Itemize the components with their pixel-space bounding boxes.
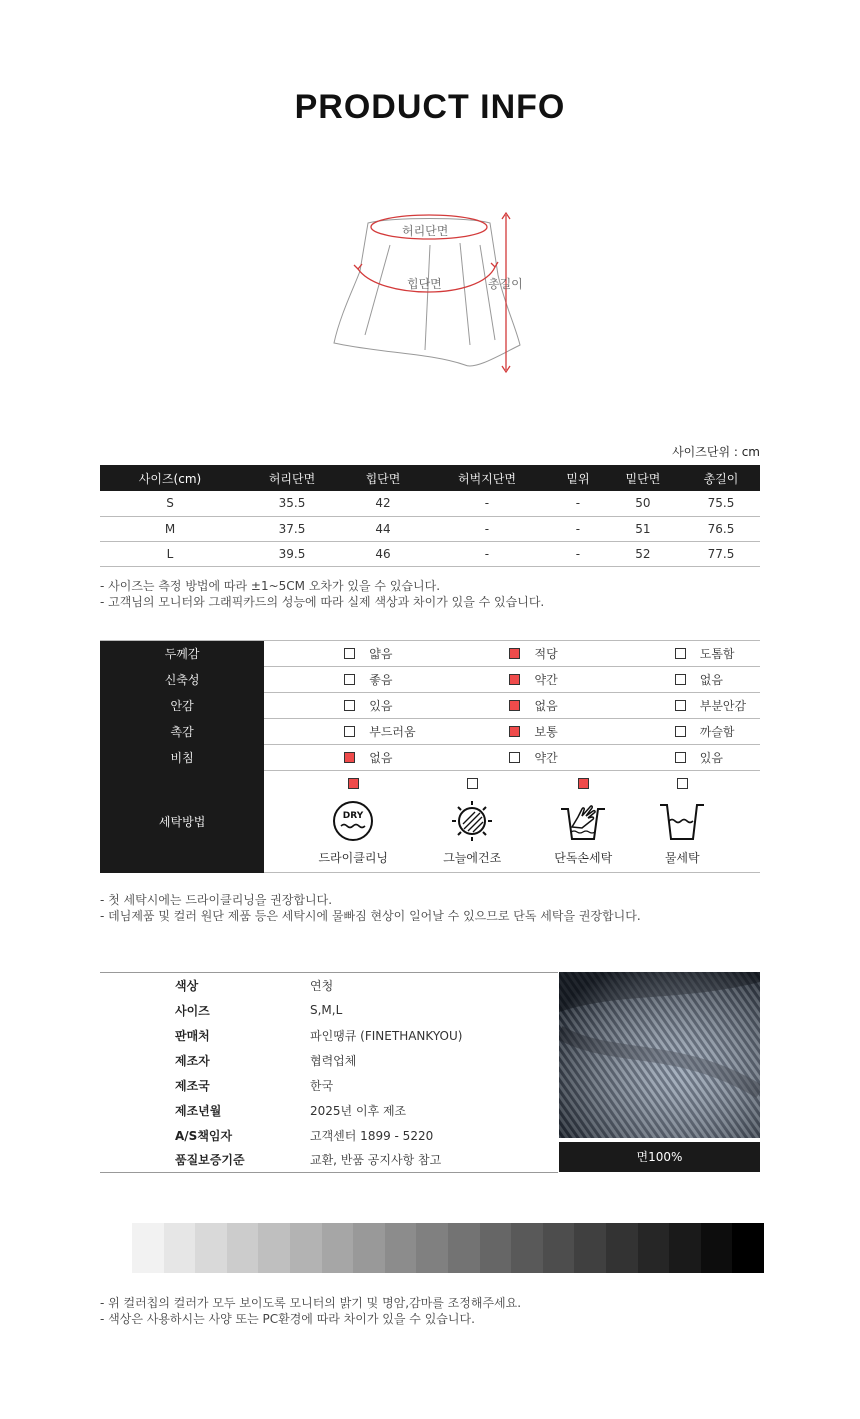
feel-checkbox [509,700,520,711]
fabric-photo [559,972,760,1138]
denim-texture [559,972,760,1138]
color-swatch [164,1223,196,1273]
wash-checkbox [467,778,478,789]
size-table-header [100,465,760,491]
water-wash-icon [657,799,707,843]
spec-key: 제조국 [175,1078,210,1093]
feel-checkbox [675,726,686,737]
table-cell: 44 [344,516,422,541]
spec-row [100,1048,558,1073]
spec-key: 품질보증기준 [175,1153,245,1168]
wash-item-label: 단독손세탁 [554,851,613,865]
spec-key: A/S책임자 [175,1128,233,1143]
feel-option [595,719,760,745]
note-line: - 위 컬러칩의 컬러가 모두 보이도록 모니터의 밝기 및 명암,감마를 조정해주세요. [100,1296,522,1310]
feel-option-label: 없음 [699,673,723,687]
feel-checkbox [344,700,355,711]
table-row [100,491,760,516]
feel-checkbox [344,648,355,659]
table-cell: 75.5 [682,491,760,516]
feel-option [264,745,429,771]
feel-option [429,719,594,745]
table-cell: 46 [344,541,422,566]
color-swatch [416,1223,448,1273]
feel-checkbox [509,648,520,659]
length-label: 총길이 [488,277,523,291]
spec-value: 2025년 이후 제조 [310,1103,407,1118]
color-swatch [448,1223,480,1273]
feel-option-label: 도톰함 [699,647,735,661]
col-header: 총길이 [682,465,760,491]
feel-row [100,745,760,771]
table-cell: 76.5 [682,516,760,541]
table-cell: 50 [604,491,682,516]
feel-option [429,745,594,771]
table-cell: - [422,516,552,541]
spec-key: 제조년월 [175,1103,222,1118]
feel-option [595,667,760,693]
spec-value: 한국 [310,1078,334,1093]
dry-clean-icon-text: DRY [343,811,364,821]
spec-key: 판매처 [175,1028,210,1043]
table-cell: 39.5 [240,541,344,566]
feel-row [100,693,760,719]
col-header: 힙단면 [344,465,422,491]
feel-row [100,641,760,667]
size-table [100,465,760,567]
wash-item-shade-dry [417,777,527,866]
feel-option-label: 적당 [534,647,558,661]
feel-option [264,667,429,693]
spec-row [100,973,558,998]
dry-clean-icon [331,799,375,843]
col-header: 허벅지단면 [422,465,552,491]
spec-key: 제조자 [175,1053,210,1068]
color-swatch [480,1223,512,1273]
spec-value: 고객센터 1899 - 5220 [310,1128,434,1143]
feel-option [264,641,429,667]
color-swatch [543,1223,575,1273]
color-swatch [574,1223,606,1273]
feel-row [100,719,760,745]
waist-label: 허리단면 [402,224,449,238]
color-swatch [511,1223,543,1273]
spec-row [100,1148,558,1173]
table-cell: M [100,516,240,541]
spec-value: 연청 [310,978,334,993]
feel-label: 비침 [100,745,264,771]
color-swatch [290,1223,322,1273]
wash-item-water-wash [627,777,737,866]
feel-option-label: 얇음 [369,647,393,661]
color-swatch [353,1223,385,1273]
wash-checkbox [677,778,688,789]
feel-option [264,719,429,745]
feel-option-label: 부드러움 [369,725,416,739]
wash-label: 세탁방법 [100,771,264,873]
table-cell: - [422,491,552,516]
feel-checkbox [509,752,520,763]
col-header: 밑위 [552,465,604,491]
table-cell: 51 [604,516,682,541]
color-swatch [701,1223,733,1273]
color-swatch [227,1223,259,1273]
spec-value: 교환, 반품 공지사항 참고 [310,1153,442,1168]
feel-checkbox [675,648,686,659]
feel-option [595,693,760,719]
note-line: - 데님제품 및 컬러 원단 제품 등은 세탁시에 물빠짐 현상이 일어날 수 있으므로 단독 세탁을 권장합니다. [100,909,641,923]
feel-option [429,693,594,719]
feel-option-label: 까슬함 [699,725,735,739]
spec-row [100,1123,558,1148]
table-row [100,541,760,566]
table-cell: S [100,491,240,516]
feel-checkbox [675,700,686,711]
feel-option-label: 없음 [369,751,393,765]
feel-option-label: 없음 [534,699,558,713]
feel-option-label: 약간 [534,673,558,687]
page-title: PRODUCT INFO [294,88,566,126]
color-swatch [195,1223,227,1273]
wash-checkbox [578,778,589,789]
size-unit: 사이즈단위 : cm [672,445,760,459]
table-cell: 52 [604,541,682,566]
feel-option-label: 약간 [534,751,558,765]
wash-item-label: 그늘에건조 [443,851,502,865]
table-cell: 77.5 [682,541,760,566]
color-swatch [258,1223,290,1273]
wash-item-hand-wash [528,777,638,866]
spec-key: 색상 [175,978,199,993]
spec-key: 사이즈 [175,1003,210,1018]
feel-option [429,667,594,693]
color-swatch [322,1223,354,1273]
feel-option-label: 보통 [534,725,558,739]
spec-row [100,1098,558,1123]
feel-row [100,667,760,693]
feel-checkbox [675,752,686,763]
wash-notes [100,892,641,924]
spec-table [100,972,558,1173]
table-cell: 35.5 [240,491,344,516]
wash-item-dry-clean [298,777,408,866]
table-cell: - [422,541,552,566]
spec-row [100,1073,558,1098]
note-line: - 첫 세탁시에는 드라이클리닝을 권장합니다. [100,893,333,907]
shade-dry-icon [447,799,497,843]
feel-checkbox [509,726,520,737]
color-swatch-strip [132,1223,764,1273]
feel-option-label: 부분안감 [699,699,747,713]
feel-checkbox [344,726,355,737]
feel-label: 안감 [100,693,264,719]
spec-value: S,M,L [310,1003,343,1017]
spec-value: 파인땡큐 (FINETHANKYOU) [310,1028,463,1043]
feel-option [595,745,760,771]
feel-label: 두께감 [100,641,264,667]
table-row [100,516,760,541]
wash-item-label: 물세탁 [664,851,700,865]
spec-row [100,1023,558,1048]
table-cell: 37.5 [240,516,344,541]
hip-label: 힙단면 [407,277,442,291]
note-line: - 색상은 사용하시는 사양 또는 PC환경에 따라 차이가 있을 수 있습니다. [100,1312,475,1326]
table-cell: L [100,541,240,566]
color-swatch [132,1223,164,1273]
spec-value: 협력업체 [310,1053,357,1068]
skirt-measurement-diagram [320,205,540,380]
col-header: 사이즈(cm) [100,465,240,491]
feel-label: 촉감 [100,719,264,745]
table-cell: 42 [344,491,422,516]
col-header: 허리단면 [240,465,344,491]
feel-checkbox [675,674,686,685]
col-header: 밑단면 [604,465,682,491]
size-notes [100,578,544,610]
wash-methods [264,771,760,873]
spec-row [100,998,558,1023]
feel-checkbox [344,752,355,763]
fabric-feel-table [100,640,760,873]
feel-checkbox [344,674,355,685]
note-line: - 고객님의 모니터와 그래픽카드의 성능에 따라 실제 색상과 차이가 있을 수 있습니다. [100,595,545,609]
feel-option-label: 좋음 [369,673,393,687]
wash-item-label: 드라이클리닝 [318,851,389,865]
color-swatch [669,1223,701,1273]
hand-wash-icon [558,799,608,843]
feel-label: 신축성 [100,667,264,693]
table-cell: - [552,491,604,516]
color-swatch [732,1223,764,1273]
feel-option-label: 있음 [699,751,723,765]
fabric-composition: 면100% [559,1142,760,1172]
feel-option-label: 있음 [369,699,393,713]
feel-option [264,693,429,719]
table-cell: - [552,541,604,566]
table-cell: - [552,516,604,541]
feel-option [429,641,594,667]
wash-row [100,771,760,873]
color-swatch [638,1223,670,1273]
note-line: - 사이즈는 측정 방법에 따라 ±1~5CM 오차가 있을 수 있습니다. [100,579,441,593]
wash-checkbox [348,778,359,789]
feel-option [595,641,760,667]
color-swatch [606,1223,638,1273]
feel-checkbox [509,674,520,685]
color-notes [100,1295,521,1327]
color-swatch [385,1223,417,1273]
